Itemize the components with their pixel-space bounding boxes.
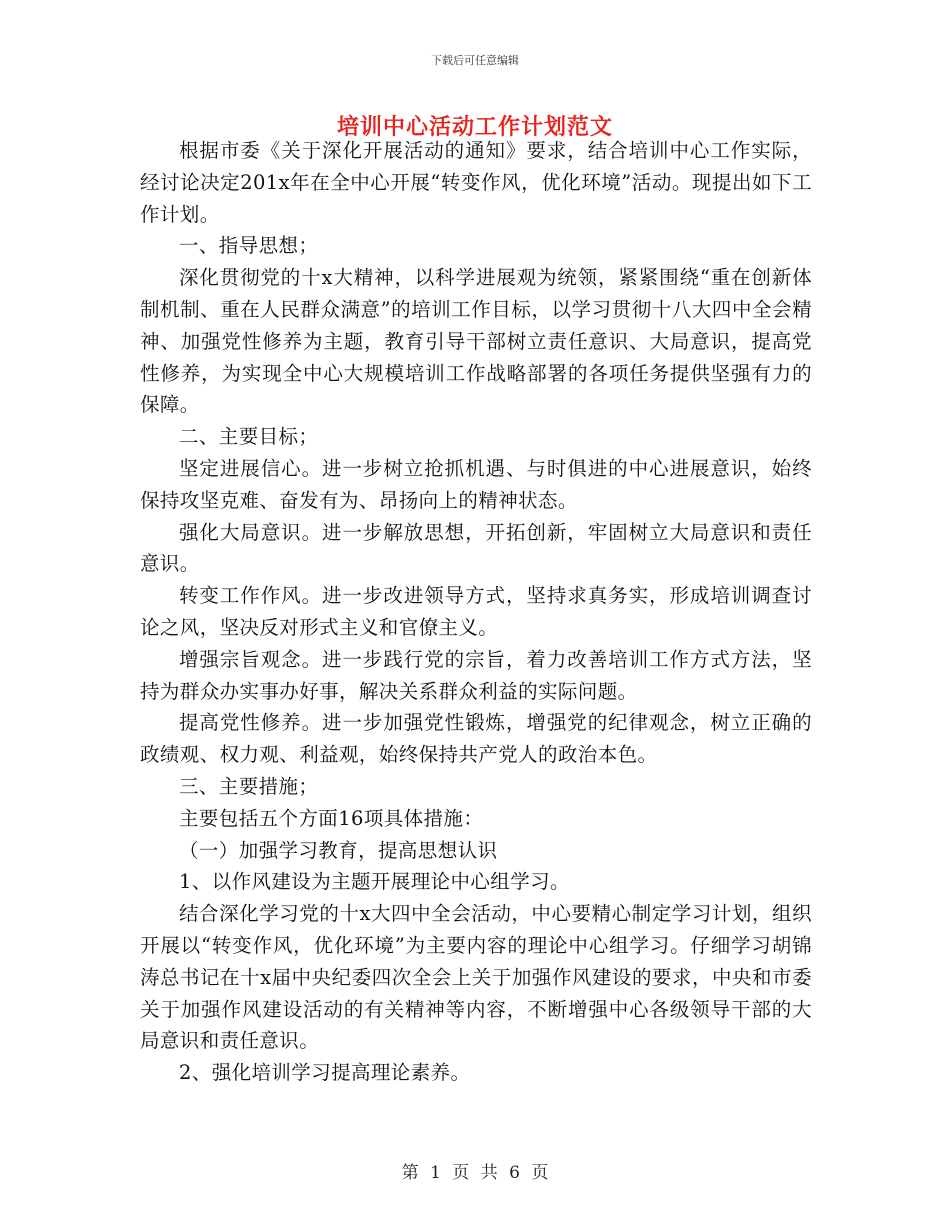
section-heading-main-goals: 二、主要目标； — [179, 425, 319, 449]
page-number-footer: 第 1 页 共 6 页 — [401, 1163, 549, 1183]
item-heading-1: 1、以作风建设为主题开展理论中心组学习。 — [179, 870, 570, 894]
document-body — [140, 135, 812, 1089]
document-title: 培训中心活动工作计划范文 — [336, 114, 613, 140]
paragraph-goal-purpose: 增强宗旨观念。进一步践行党的宗旨，着力改善培训工作方式方法，坚持为群众办实事办好事，解决关系群众利益的实际问题。 — [140, 647, 812, 703]
item-heading-2: 2、强化培训学习提高理论素养。 — [179, 1061, 471, 1085]
paragraph-intro: 根据市委《关于深化开展活动的通知》要求，结合培训中心工作实际，经讨论决定201x年在全中心开展“转变作风，优化环境”活动。现提出如下工作计划。 — [140, 139, 812, 226]
paragraph-item-1-detail: 结合深化学习党的十x大四中全会活动，中心要精心制定学习计划，组织开展以“转变作风，优化环境”为主要内容的理论中心组学习。仔细学习胡锦涛总书记在十x届中央纪委四次全会上关于加强作风建设的要求，中央和市委关于加强作风建设活动的有关精神等内容，不断增强中心各级领导干部的大局意识和责任意识。 — [140, 902, 812, 1053]
section-heading-guiding-thought: 一、指导思想； — [179, 234, 319, 258]
paragraph-goal-overall-awareness: 强化大局意识。进一步解放思想，开拓创新，牢固树立大局意识和责任意识。 — [140, 520, 812, 576]
paragraph-measures-summary: 主要包括五个方面16项具体措施： — [179, 806, 484, 830]
subsection-heading-study-education: （一）加强学习教育，提高思想认识 — [179, 838, 498, 862]
paragraph-guiding-thought: 深化贯彻党的十x大精神，以科学进展观为统领，紧紧围绕“重在创新体制机制、重在人民群众满意”的培训工作目标，以学习贯彻十八大四中全会精神、加强党性修养为主题，教育引导干部树立责任意识、大局意识，提高党性修养，为实现全中心大规模培训工作战略部署的各项任务提供坚强有力的保障。 — [140, 266, 812, 417]
paragraph-goal-party-spirit: 提高党性修养。进一步加强党性锻炼，增强党的纪律观念，树立正确的政绩观、权力观、利益观，始终保持共产党人的政治本色。 — [140, 711, 812, 767]
page-header-note: 下载后可任意编辑 — [431, 54, 519, 67]
section-heading-main-measures: 三、主要措施； — [179, 774, 319, 798]
paragraph-goal-work-style: 转变工作作风。进一步改进领导方式，坚持求真务实，形成培训调查讨论之风，坚决反对形式主义和官僚主义。 — [140, 584, 812, 639]
paragraph-goal-confidence: 坚定进展信心。进一步树立抢抓机遇、与时俱进的中心进展意识，始终保持攻坚克难、奋发有为、昂扬向上的精神状态。 — [140, 456, 812, 512]
